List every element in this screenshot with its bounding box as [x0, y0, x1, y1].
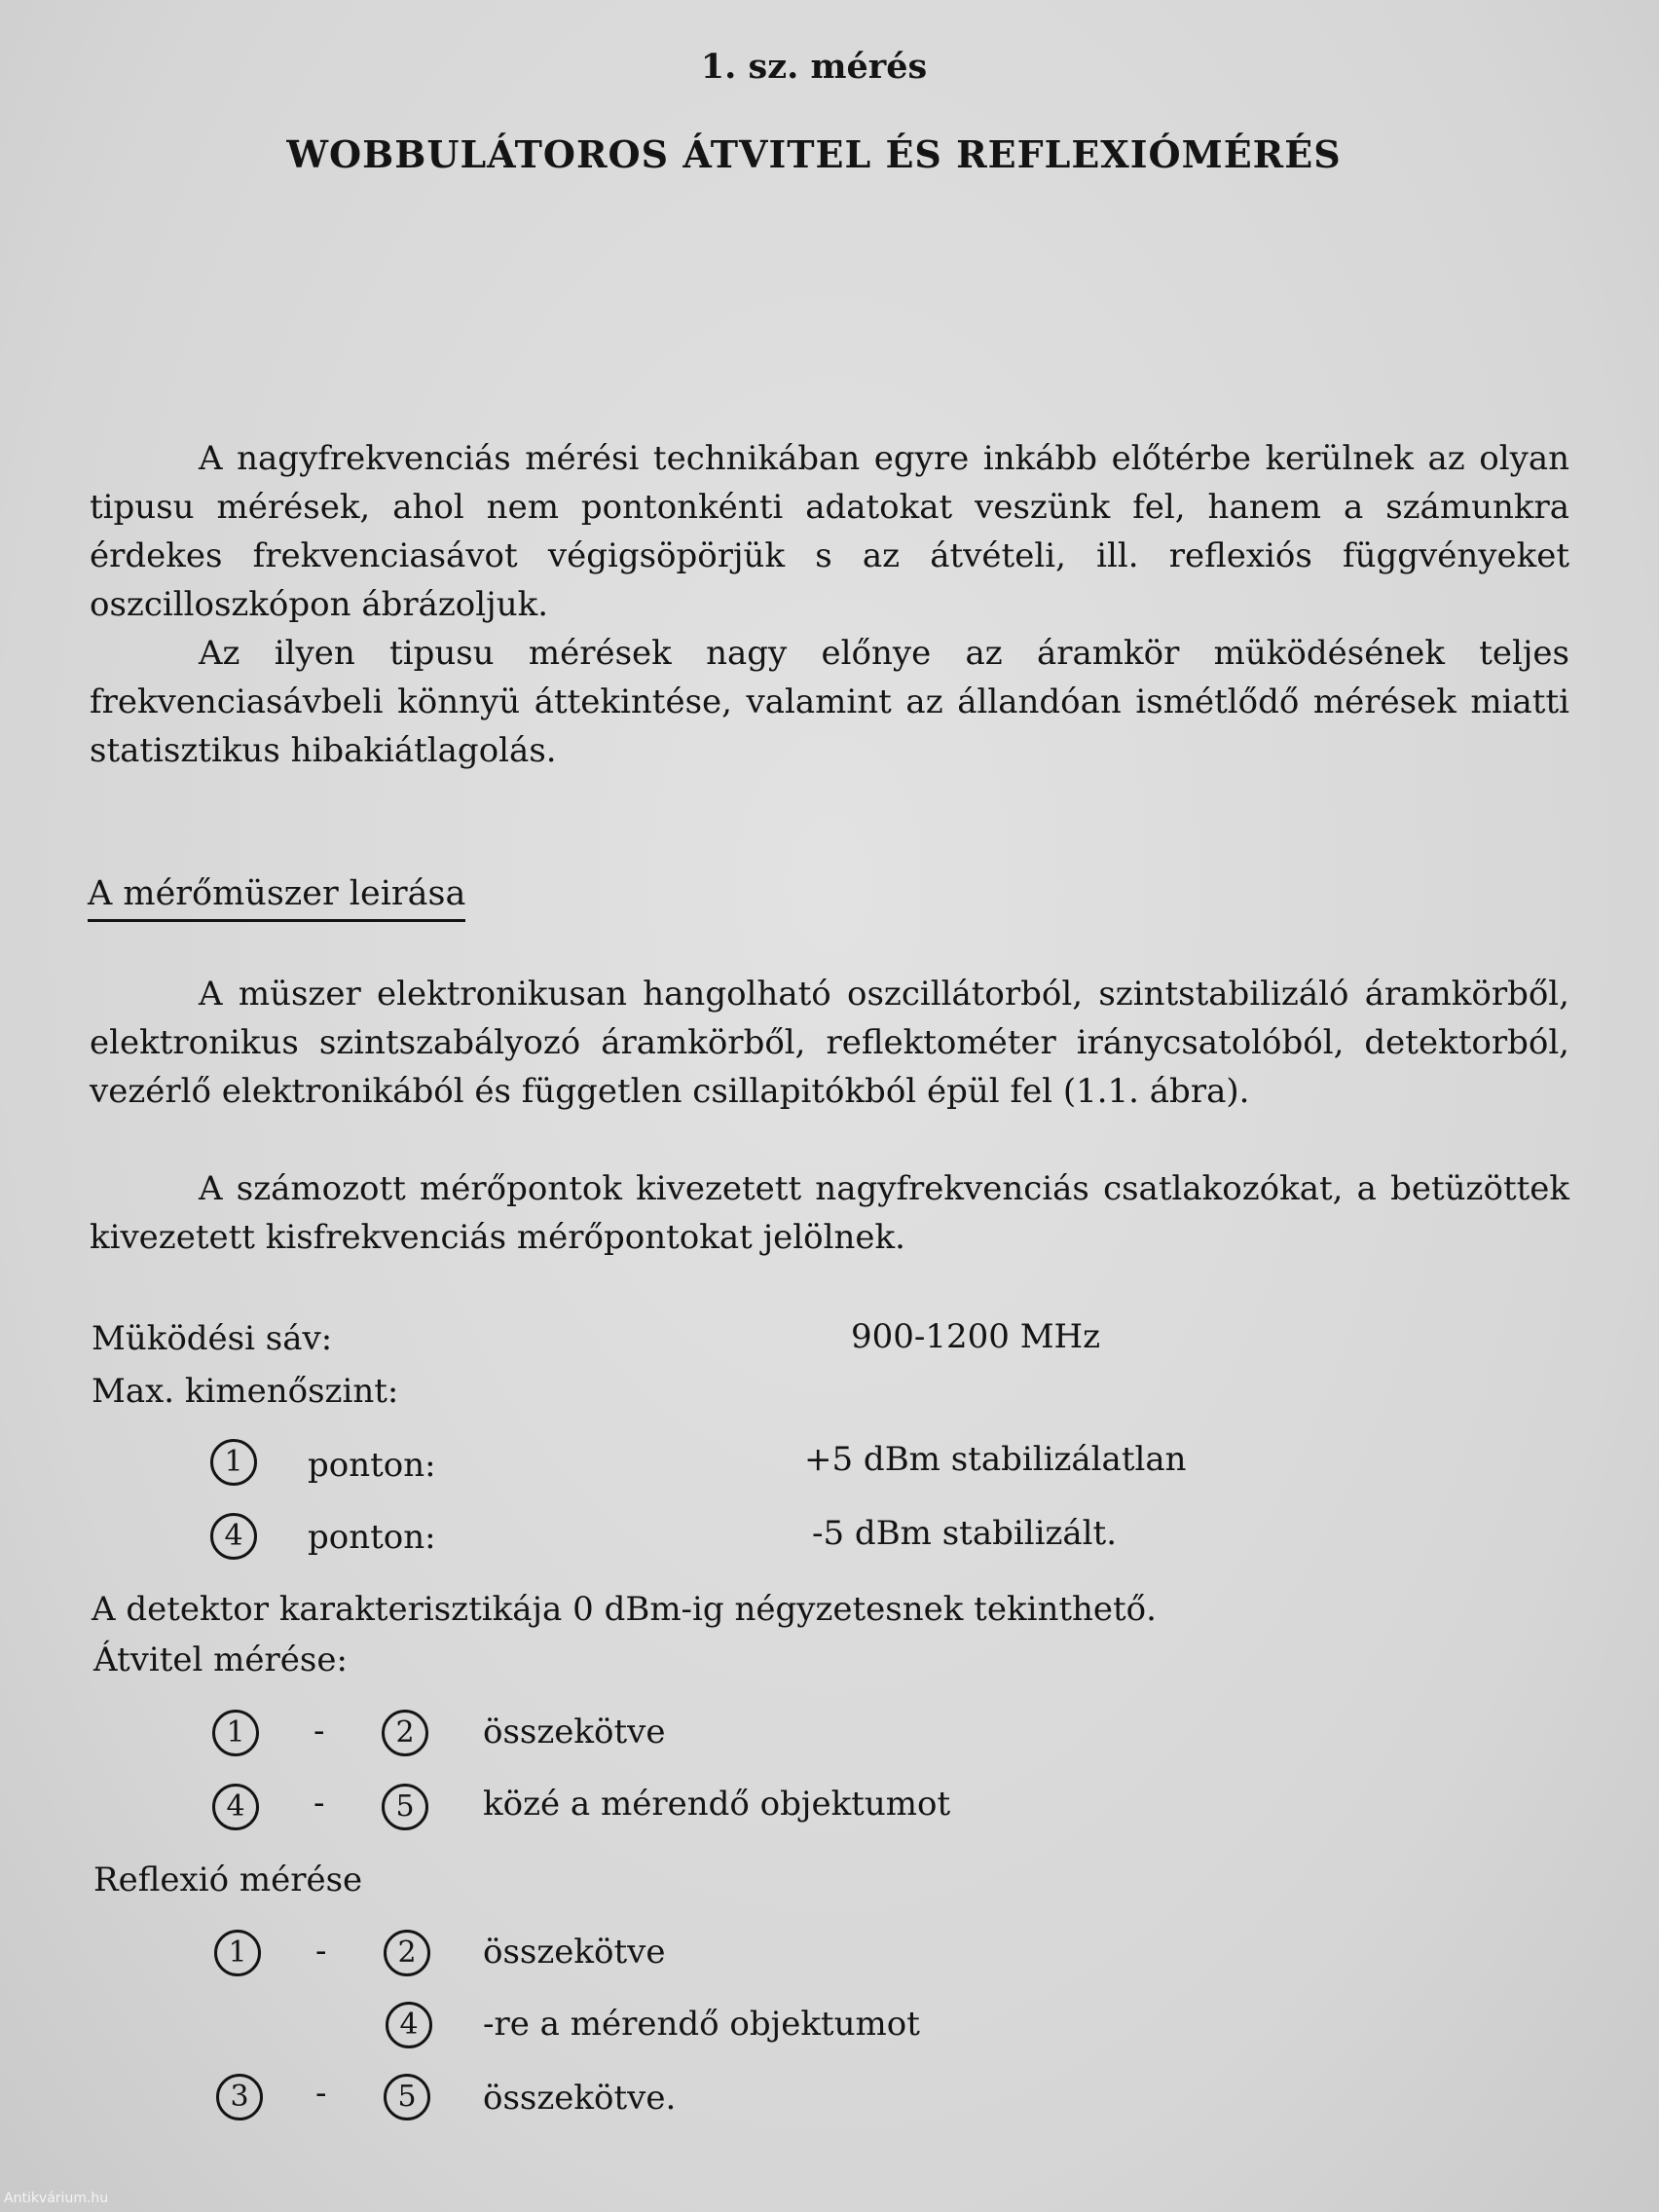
reflection-row3-b: 5: [384, 2074, 430, 2120]
point-4-circle: 4: [210, 1513, 257, 1560]
intro-paragraph-1: [90, 434, 1569, 629]
transmission-heading: Átvitel mérése:: [93, 1641, 348, 1679]
reflection-row3-a: 3: [216, 2074, 263, 2120]
transmission-row2-text: közé a mérendő objektumot: [483, 1785, 951, 1824]
reflection-row3-text: összekötve.: [483, 2079, 677, 2118]
transmission-row1-b: 2: [382, 1710, 428, 1756]
band-label: Müködési sáv:: [92, 1319, 333, 1358]
transmission-row2-dash: -: [313, 1784, 325, 1823]
reflection-row1-text: összekötve: [483, 1933, 666, 1972]
page-title: WOBBULÁTOROS ÁTVITEL ÉS REFLEXIÓMÉRÉS: [286, 132, 1342, 176]
point-4-value: -5 dBm stabilizált.: [812, 1514, 1118, 1553]
transmission-row1-text: összekötve: [483, 1713, 666, 1751]
point-1-label: ponton:: [308, 1446, 436, 1485]
section-paragraph-1: [90, 970, 1569, 1116]
max-level-label: Max. kimenőszint:: [92, 1372, 399, 1411]
reflection-row2-text: -re a mérendő objektumot: [483, 2005, 920, 2044]
section-paragraph-2: [90, 1164, 1569, 1262]
transmission-row2-b: 5: [382, 1784, 428, 1830]
point-4-label: ponton:: [308, 1518, 436, 1557]
transmission-row1-dash: -: [313, 1712, 325, 1751]
section-heading: A mérőmüszer leirása: [88, 874, 465, 922]
watermark: Antikvárium.hu: [4, 2191, 109, 2206]
intro-paragraph-2: [90, 629, 1569, 775]
reflection-row2-b: 4: [386, 2002, 432, 2048]
measure-number: 1. sz. mérés: [700, 47, 928, 87]
reflection-row1-a: 1: [214, 1930, 261, 1976]
intro-paragraph-1-text: A nagyfrekvenciás mérési technikában egyre inkább előtérbe kerülnek az olyan tipusu mérések, ahol nem pontonkénti adatokat veszünk fel, hanem a számunkra érdekes frekvenciasávot végigsöpörjük s az átvételi, ill. reflexiós függvényeket oszcilloszkópon ábrázoljuk.: [90, 439, 1569, 624]
transmission-row1-a: 1: [212, 1710, 259, 1756]
reflection-row3-dash: -: [315, 2074, 327, 2113]
section-paragraph-1-text: A müszer elektronikusan hangolható oszcillátorból, szintstabilizáló áramkörből, elektronikus szintszabályozó áramkörből, reflektométer iránycsatolóból, detektorból, vezérlő elektronikából és független csillapitókból épül fel (1.1. ábra).: [90, 975, 1569, 1111]
reflection-row1-dash: -: [315, 1932, 327, 1971]
reflection-row1-b: 2: [384, 1930, 430, 1976]
intro-paragraph-2-text: Az ilyen tipusu mérések nagy előnye az áramkör müködésének teljes frekvenciasávbeli könnyü áttekintése, valamint az állandóan ismétlődő mérések miatti statisztikus hibakiátlagolás.: [90, 634, 1569, 770]
reflection-heading: Reflexió mérése: [93, 1861, 363, 1899]
detector-note: A detektor karakterisztikája 0 dBm-ig négyzetesnek tekinthető.: [92, 1590, 1157, 1629]
transmission-row2-a: 4: [212, 1784, 259, 1830]
band-value: 900-1200 MHz: [851, 1317, 1101, 1356]
point-1-value: +5 dBm stabilizálatlan: [804, 1440, 1187, 1479]
section-paragraph-2-text: A számozott mérőpontok kivezetett nagyfrekvenciás csatlakozókat, a betüzöttek kivezetett kisfrekvenciás mérőpontokat jelölnek.: [90, 1169, 1569, 1257]
point-1-circle: 1: [210, 1439, 257, 1486]
